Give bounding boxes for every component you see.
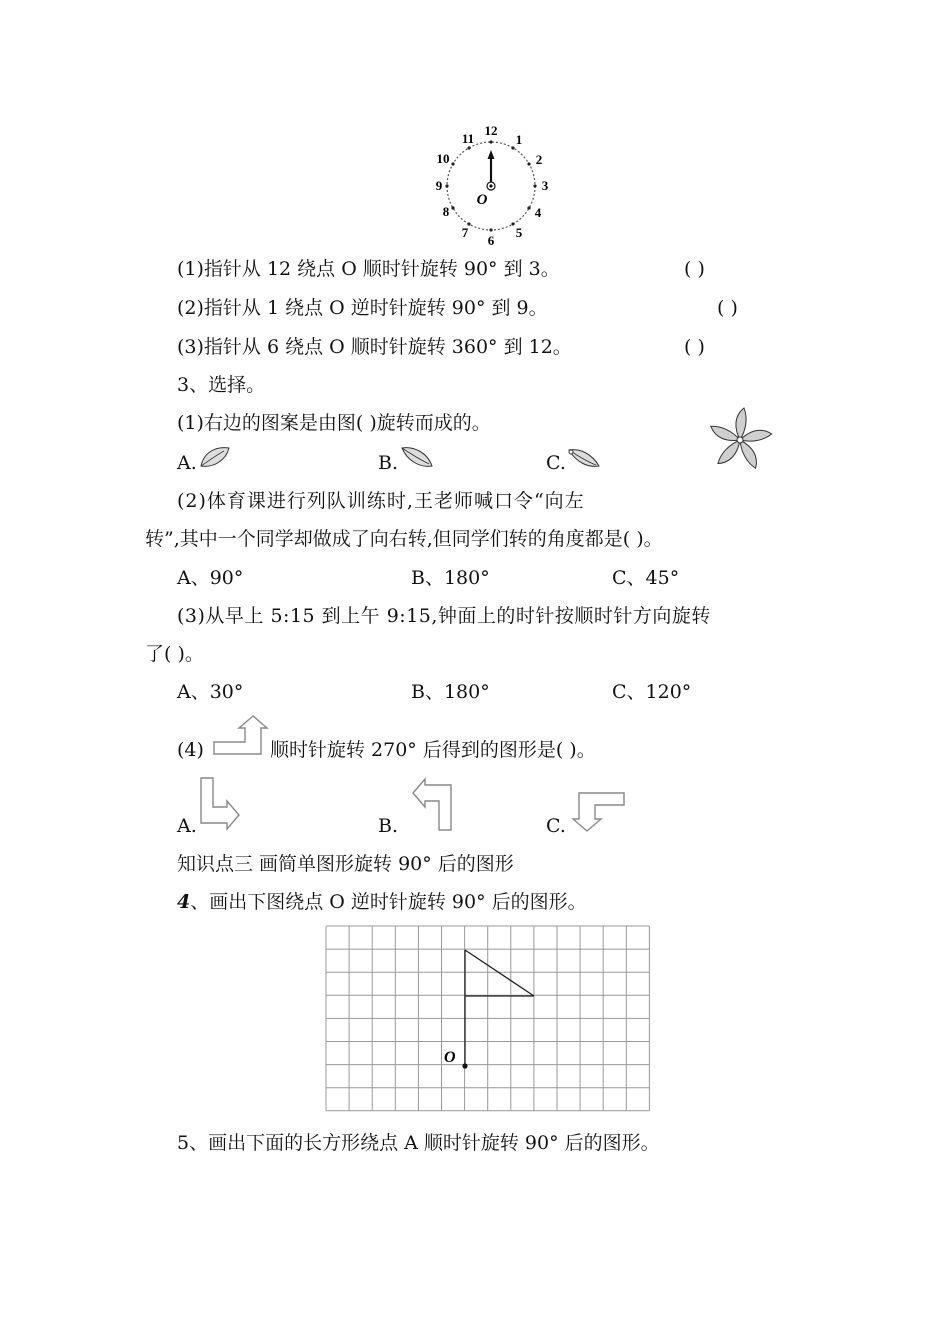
q3-sub1-option-b[interactable]: B. [378,452,399,474]
q3-sub1-option-a[interactable]: A. [177,452,197,474]
flower-pattern-image [704,404,776,476]
q3-title: 3、选择。 [177,374,266,396]
clock-number: 1 [515,132,523,147]
step-arrow-shape [212,714,270,758]
grid-point-label: O [444,1049,456,1066]
clock-number: 12 [484,123,498,138]
q3-sub2-line1: (2)体育课进行列队训练时,王老师喊口令“向左 [177,490,585,512]
leaf-icon [198,444,232,470]
q3-sub2-option-b[interactable]: B、180° [411,567,490,589]
answer-blank[interactable]: ( ) [717,297,738,319]
q3-sub4-option-a[interactable]: A. [177,815,197,837]
q5-text: 5、画出下面的长方形绕点 A 顺时针旋转 90° 后的图形。 [177,1132,660,1154]
q4-number: 4 [177,891,191,913]
q3-sub1-option-c[interactable]: C. [546,452,566,474]
q4-text-wrap [177,889,587,915]
clock-number: 8 [442,204,450,219]
q3-sub4-prefix: (4) [177,739,204,761]
q3-sub2-option-c[interactable]: C、45° [612,567,680,589]
arrow-option-a-shape [198,776,242,832]
clock-center-label: O [476,192,488,208]
leaf-icon [399,444,435,470]
q3-sub3-line1: (3)从早上 5:15 到上午 9:15,钟面上的时针按顺时针方向旋转 [177,605,711,627]
clock-number: 3 [541,178,549,193]
q2-item-1: (1)指针从 12 绕点 O 顺时针旋转 90° 到 3。 [177,258,560,280]
q3-sub3-option-b[interactable]: B、180° [411,681,490,703]
q3-sub4-option-b[interactable]: B. [378,815,399,837]
clock-number: 4 [534,205,542,220]
q3-sub4-text: 顺时针旋转 270° 后得到的图形是( )。 [270,739,596,761]
answer-blank[interactable]: ( ) [684,336,705,358]
arrow-option-c-shape [566,790,628,834]
drawing-grid[interactable] [325,925,651,1115]
clock-number: 11 [461,131,475,146]
q3-sub2-option-a[interactable]: A、90° [177,567,244,589]
q2-item-2: (2)指针从 1 绕点 O 逆时针旋转 90° 到 9。 [177,297,548,319]
clock-number: 9 [435,178,443,193]
q3-sub4-option-c[interactable]: C. [546,815,566,837]
clock-figure [424,118,558,250]
q3-sub3-option-a[interactable]: A、30° [177,681,244,703]
clock-number: 7 [461,225,469,240]
answer-blank[interactable]: ( ) [684,258,705,280]
clock-number: 10 [436,151,450,166]
section-title: 知识点三 画简单图形旋转 90° 后的图形 [177,853,514,875]
q3-sub3-option-c[interactable]: C、120° [612,681,692,703]
q2-item-3: (3)指针从 6 绕点 O 顺时针旋转 360° 到 12。 [177,336,572,358]
q4-text: 、画出下图绕点 O 逆时针旋转 90° 后的图形。 [190,891,587,913]
leaf-icon [566,444,602,470]
q3-sub1: (1)右边的图案是由图( )旋转而成的。 [177,412,491,434]
clock-number: 6 [487,233,495,248]
clock-number: 5 [515,225,523,240]
q3-sub3-line2: 了( )。 [145,643,204,665]
arrow-option-b-shape [408,776,456,832]
clock-number: 2 [535,152,543,167]
q3-sub2-line2: 转”,其中一个同学却做成了向右转,但同学们转的角度都是( )。 [145,528,663,550]
